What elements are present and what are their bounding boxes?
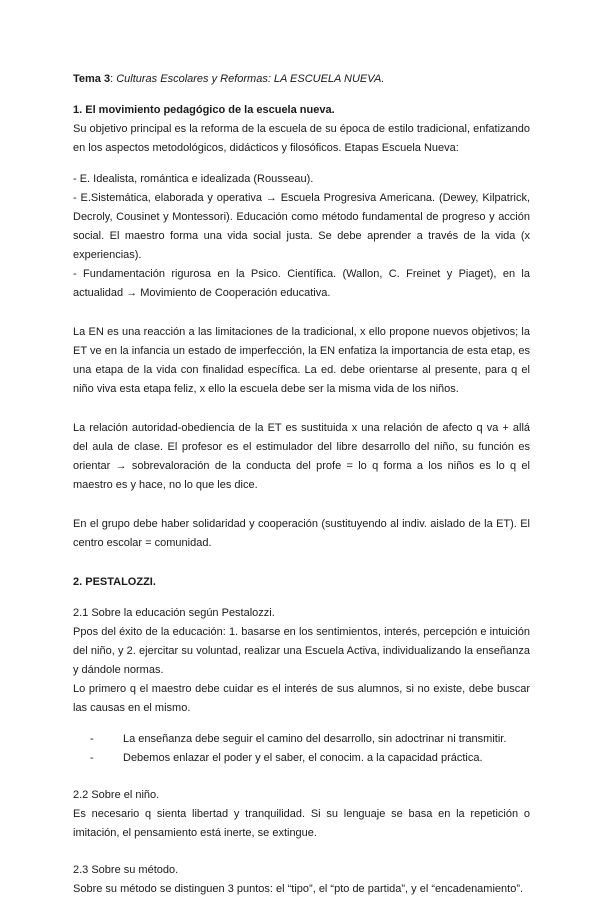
subsection-2-3-text: Sobre su método se distinguen 3 puntos: el “tipo”, el “pto de partida”, y el “encadenamiento”. [73,883,524,895]
title-colon: : [110,73,117,85]
section-2-heading: 2. PESTALOZZI. [73,576,156,588]
stage-3: - Fundamentación rigurosa en la Psico. Científica. (Wallon, C. Freinet y Piaget), en la actualidad → Movimiento de Cooperación educativa. [73,268,530,299]
topic-subtitle: Culturas Escolares y Reformas: LA ESCUELA NUEVA. [116,73,385,85]
subsection-2-2-title: 2.2 Sobre el niño. [73,789,160,801]
document-title [73,70,530,89]
pestalozzi-bullet-list [73,730,530,768]
list-item: - La enseñanza debe seguir el camino del desarrollo, sin adoctrinar ni transmitir. [90,730,530,749]
list-item: - Debemos enlazar el poder y el saber, el conocim. a la capacidad práctica. [90,749,530,768]
paragraph-reaction: La EN es una reacción a las limitaciones de la tradicional, x ello propone nuevos objetivos; la ET ve en la infancia un estado de imperfección, la EN enfatiza la importancia de esta etap, es una etapa de la vida con finalidad específica. La ed. debe orientarse al presente, para q el niño viva esta etapa feliz, x ello la escuela debe ser la misma vida de los niños. [73,326,530,395]
subsection-2-2-text: Es necesario q sienta libertad y tranquilidad. Si su lenguaje se basa en la repetición o imitación, el pensamiento está inerte, se extingue. [73,808,530,839]
stage-2: - E.Sistemática, elaborada y operativa → Escuela Progresiva Americana. (Dewey, Kilpatrick, Decroly, Cousinet y Montessori). Educación como método fundamental de progreso y acción social. El maestro forma una vida social justa. Se debe aprender a través de la vida (x experiencias). [73,192,530,261]
document-page [73,70,530,899]
subsection-2-1-text: Ppos del éxito de la educación: 1. basarse en los sentimientos, interés, percepción e intuición del niño, y 2. ejercitar su voluntad, realizar una Escuela Activa, individualizando la enseñanza y dándole normas. [73,626,530,676]
section-1-heading: 1. El movimiento pedagógico de la escuela nueva. [73,104,335,116]
topic-number: Tema 3 [73,73,111,85]
section-1-intro: Su objetivo principal es la reforma de la escuela de su época de estilo tradicional, enfatizando en los aspectos metodológicos, didácticos y filosóficos. Etapas Escuela Nueva: [73,123,530,154]
paragraph-group: En el grupo debe haber solidaridad y cooperación (sustituyendo al indiv. aislado de la ET). El centro escolar = comunidad. [73,518,530,549]
subsection-2-3-title: 2.3 Sobre su método. [73,864,179,876]
paragraph-authority: La relación autoridad-obediencia de la ET es sustituida x una relación de afecto q va + allá del aula de clase. El profesor es el estimulador del libre desarrollo del niño, su función es orientar → sobrevaloración de la conducta del profe = lo q forma a los niños es lo q el maestro es y hace, no lo que les dice. [73,422,530,491]
subsection-2-1-title: 2.1 Sobre la educación según Pestalozzi. [73,607,275,619]
stage-1: - E. Idealista, romántica e idealizada (Rousseau). [73,173,314,185]
subsection-2-1-text-2: Lo primero q el maestro debe cuidar es el interés de sus alumnos, si no existe, debe buscar las causas en el mismo. [73,683,530,714]
